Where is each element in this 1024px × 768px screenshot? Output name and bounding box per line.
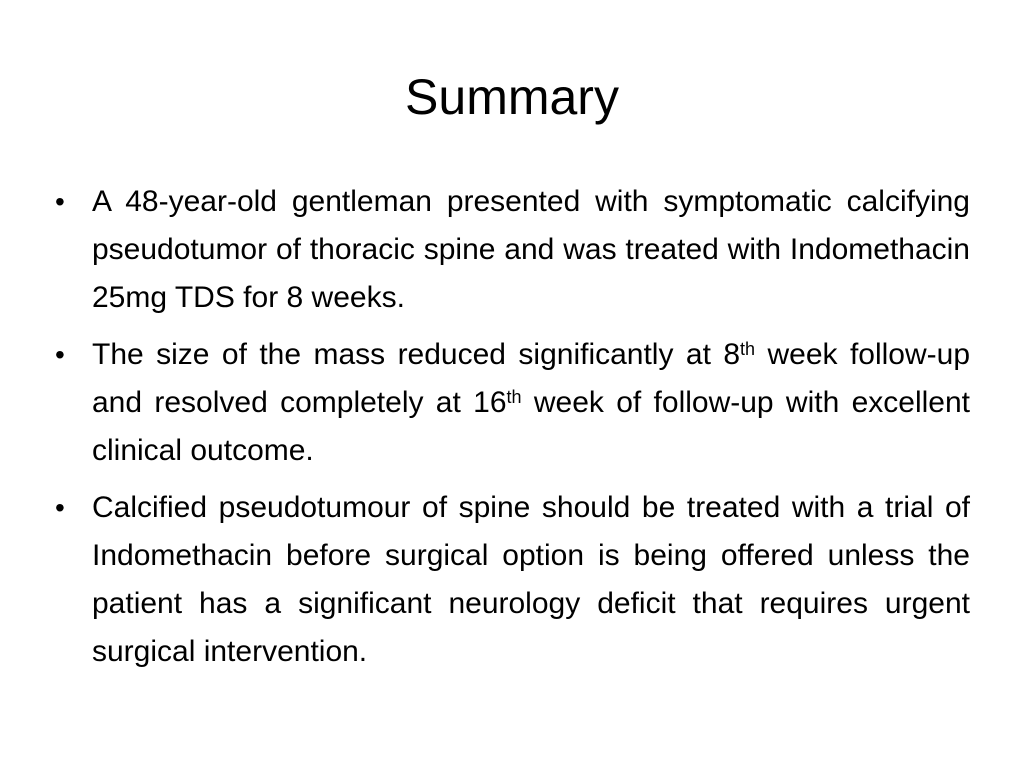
slide-title: Summary	[405, 69, 619, 125]
bullet-icon: •	[55, 186, 65, 217]
bullet-text	[92, 338, 970, 467]
ordinal-suffix: th	[506, 387, 522, 407]
bullet-text-part: week follow-up and resolved completely at 16	[92, 338, 971, 419]
bullet-text: Calcified pseudotumour of spine should be treated with a trial of Indomethacin before surgical option is being offered unless the patient has a significant neurology deficit that requires urgent surgical intervention.	[92, 491, 970, 668]
bullet-text-part: week of follow-up with excellent clinical outcome.	[92, 386, 970, 467]
bullet-icon: •	[55, 339, 65, 370]
bullet-text: A 48-year-old gentleman presented with symptomatic calcifying pseudotumor of thoracic spine and was treated with Indomethacin 25mg TDS for 8 weeks.	[92, 185, 970, 314]
bullet-item-2	[55, 331, 970, 475]
bullet-text-part: The size of the mass reduced significantly at 8	[92, 338, 741, 371]
bullet-item-1	[55, 178, 970, 322]
ordinal-suffix: th	[740, 339, 756, 359]
bullet-list	[55, 178, 970, 685]
bullet-icon: •	[55, 492, 65, 523]
bullet-item-3	[55, 484, 970, 676]
